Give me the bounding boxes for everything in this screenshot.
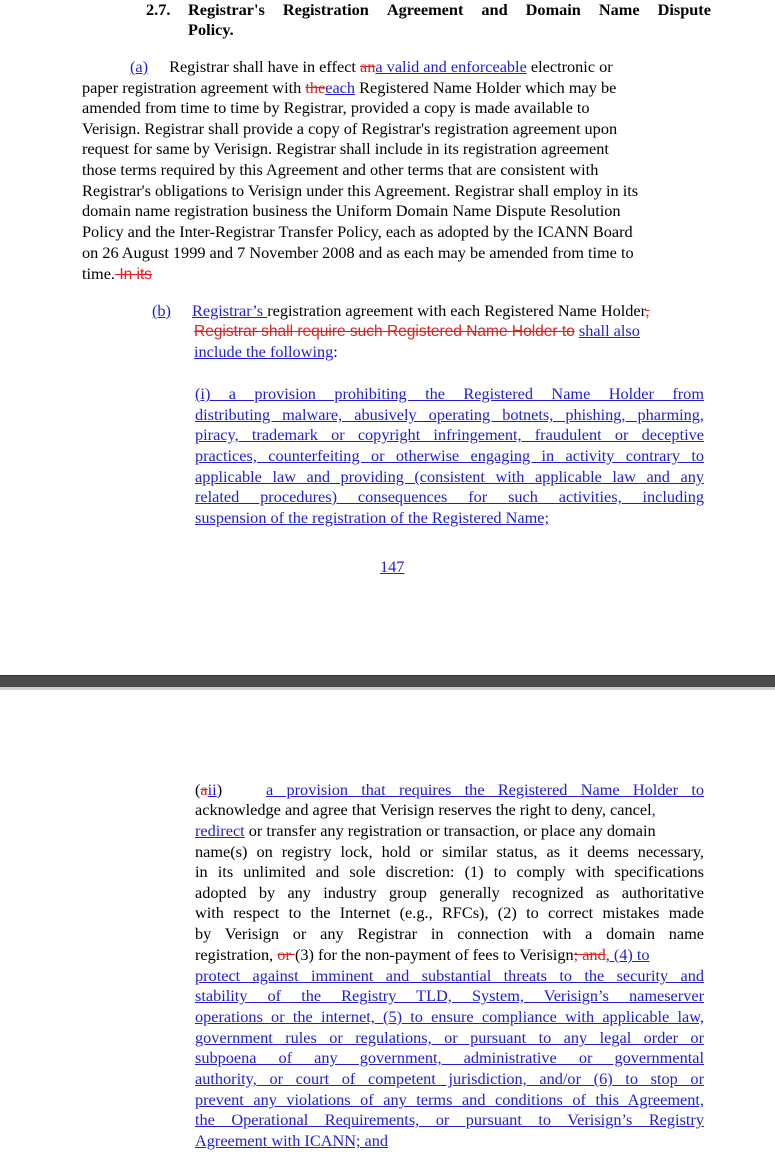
inserted-text: redirect	[195, 821, 245, 840]
heading-word: Name	[598, 0, 640, 19]
item-ii-label: (aii)	[195, 780, 223, 799]
section-heading-line2: Policy.	[188, 20, 234, 39]
item-ii-line: subpoena of any government, administrative or governmental	[195, 1048, 704, 1067]
inserted-text: include the following	[194, 342, 334, 361]
item-i-line: piracy, trademark or copyright infringement, fraudulent or deceptive	[195, 425, 704, 444]
para-a-line: Registrar's obligations to Verisign under this Agreement. Registrar shall employ in its	[82, 181, 639, 200]
section-number: 2.7.	[146, 0, 171, 19]
item-ii-line: operations or the internet, (5) to ensure compliance with applicable law,	[195, 1007, 704, 1026]
para-a-line: Policy and the Inter-Registrar Transfer Policy, each as adopted by the ICANN Board	[82, 222, 633, 241]
para-a-line: paper registration agreement with theeach Registered Name Holder which may be	[82, 78, 617, 97]
item-ii-line: prevent any violations of any terms and conditions of this Agreement,	[195, 1090, 704, 1109]
para-a-label: (a)	[130, 57, 149, 76]
page-number: 147	[380, 557, 405, 576]
inserted-text: ii	[207, 780, 217, 799]
para-a-line: request for same by Verisign. Registrar shall include in its registration agreement	[82, 139, 609, 158]
deleted-text: In its	[115, 266, 153, 283]
section-heading-line1	[188, 0, 711, 20]
para-a-line: those terms required by this Agreement and other terms that are consistent with	[82, 160, 599, 179]
inserted-text: , (4) to	[605, 945, 650, 964]
item-ii-line: government rules or regulations, or pursuant to any legal order or	[195, 1028, 704, 1047]
item-ii-line: a provision that requires the Registered Name Holder to	[266, 780, 704, 799]
heading-word: Registrar's	[188, 0, 265, 19]
item-ii-line: protect against imminent and substantial threats to the security and	[195, 966, 704, 985]
para-a-line: time. In its	[82, 264, 153, 283]
para-b-line: (b) Registrar’s registration agreement with each Registered Name Holder,	[152, 301, 650, 320]
item-ii-line: registration, or (3) for the non-payment of fees to Verisign; and, (4) to	[195, 945, 650, 964]
item-i-line: (i) a provision prohibiting the Registered Name Holder from	[195, 384, 704, 403]
item-ii-line: stability of the Registry TLD, System, Verisign’s nameserver	[195, 986, 704, 1005]
deleted-text: ,	[645, 301, 650, 320]
para-a-line: Verisign. Registrar shall provide a copy of Registrar's registration agreement upon	[82, 119, 618, 138]
item-ii-line: Agreement with ICANN; and	[195, 1131, 389, 1150]
deleted-text: an	[360, 57, 376, 76]
para-a-line: domain name registration business the Uniform Domain Name Dispute Resolution	[82, 201, 621, 220]
para-b-label: (b)	[152, 301, 171, 320]
deleted-text: a	[200, 780, 208, 799]
inserted-text: ,	[651, 800, 656, 819]
inserted-text: shall also	[578, 321, 640, 340]
item-ii-line: authority, or court of competent jurisdiction, and/or (6) to stop or	[195, 1069, 704, 1088]
para-b-line	[194, 321, 640, 342]
item-ii-line: acknowledge and agree that Verisign reserves the right to deny, cancel,	[195, 800, 656, 819]
item-i-line: applicable law and providing (consistent with applicable law and any	[195, 467, 704, 486]
heading-word: and	[481, 0, 508, 19]
deleted-text: Registrar shall require such Registered Name Holder to	[194, 323, 575, 340]
item-ii-line: name(s) on registry lock, hold or similar status, as it deems necessary,	[195, 842, 704, 861]
para-a-line: on 26 August 1999 and 7 November 2008 and as each may be amended from time to	[82, 243, 634, 262]
item-ii-line: adopted by any industry group generally recognized as authoritative	[195, 883, 704, 902]
item-ii-line: in its unlimited and sole discretion: (1) to comply with specifications	[195, 862, 704, 881]
deleted-text: the	[305, 78, 326, 97]
item-ii-line: the Operational Requirements, or pursuant to Verisign’s Registry	[195, 1110, 704, 1129]
inserted-text: a valid and enforceable	[375, 57, 527, 76]
heading-word: Registration	[282, 0, 369, 19]
para-b-line: include the following:	[194, 342, 338, 361]
para-a-line: amended from time to time by Registrar, provided a copy is made available to	[82, 98, 590, 117]
inserted-text: Registrar’s	[191, 301, 268, 320]
item-ii-line: with respect to the Internet (e.g., RFCs), (2) to correct mistakes made	[195, 903, 704, 922]
item-i-line: practices, counterfeiting or otherwise engaging in activity contrary to	[195, 446, 704, 465]
item-i-line: suspension of the registration of the Registered Name;	[195, 508, 550, 527]
item-i-line: distributing malware, abusively operating botnets, phishing, pharming,	[195, 405, 704, 424]
item-i-line: related procedures) consequences for such activities, including	[195, 487, 704, 506]
inserted-text: each	[325, 78, 356, 97]
deleted-text: ; and	[573, 945, 606, 964]
para-a-line: (a) Registrar shall have in effect ana valid and enforceable electronic or	[130, 57, 613, 76]
heading-word: Dispute	[657, 0, 711, 19]
item-ii-line: by Verisign or any Registrar in connection with a domain name	[195, 924, 704, 943]
item-ii-line: redirect or transfer any registration or transaction, or place any domain	[195, 821, 656, 840]
heading-word: Domain	[525, 0, 581, 19]
document-page-148	[0, 690, 775, 1156]
heading-word: Agreement	[386, 0, 464, 19]
deleted-text: or	[277, 945, 295, 964]
